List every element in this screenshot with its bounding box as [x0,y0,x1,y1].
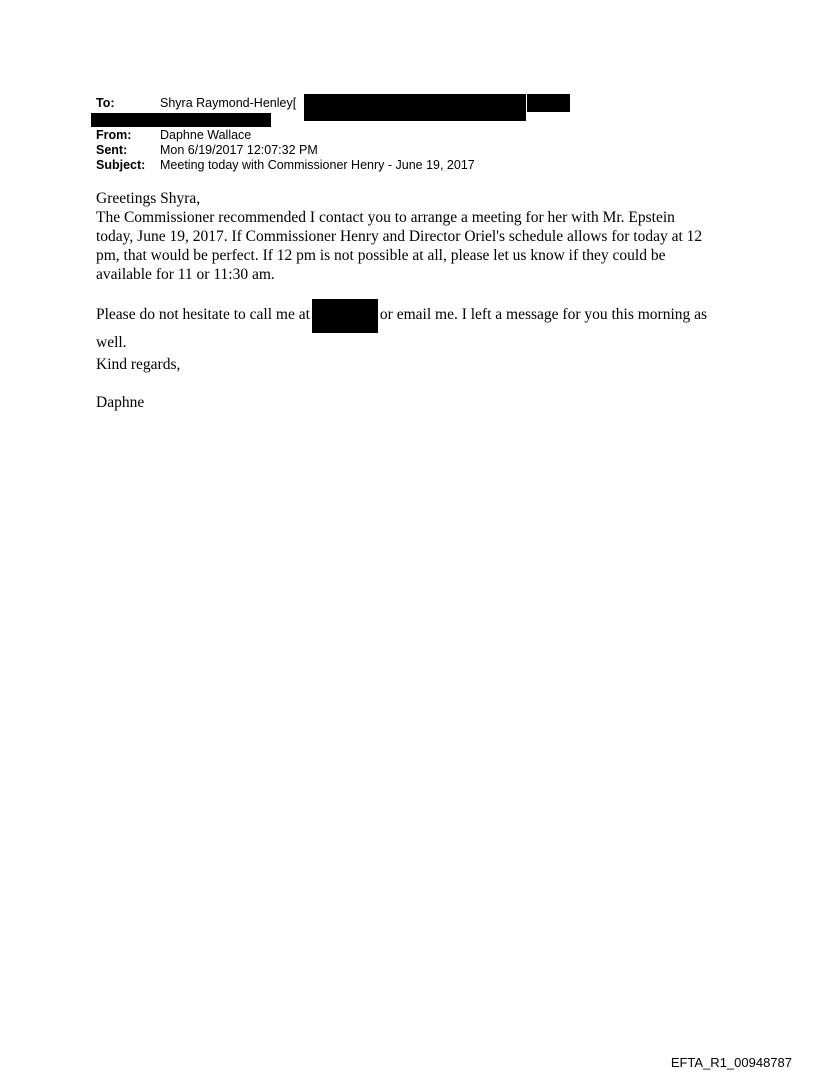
paragraph-2-before: Please do not hesitate to call me at [96,306,310,323]
subject-label: Subject: [96,158,146,172]
paragraph-2 [96,299,716,352]
subject-value: Meeting today with Commissioner Henry - June 19, 2017 [160,158,475,172]
signature: Daphne [96,394,145,411]
paragraph-2-after: or email me. I left a message for you this morning as well. [96,306,708,351]
email-body [96,189,716,284]
from-label: From: [96,128,132,142]
redaction-to-extra [527,94,570,112]
document-id: EFTA_R1_00948787 [670,1055,792,1070]
redaction-to-address [304,94,526,121]
to-value: Shyra Raymond-Henley[ [160,96,297,110]
greeting: Greetings Shyra, [96,190,201,207]
redaction-to-line2 [91,113,271,127]
sent-label: Sent: [96,143,128,157]
closing: Kind regards, [96,356,181,373]
sent-value: Mon 6/19/2017 12:07:32 PM [160,143,318,157]
paragraph-1: The Commissioner recommended I contact you to arrange a meeting for her with Mr. Epstein today, June 19, 2017. If Commissioner Henry and Director Oriel's schedule allows for today at 12 pm, that would be perfect. If 12 pm is not possible at all, please let us know if they could be available for 11 or 11:30 am. [96,209,703,283]
from-value: Daphne Wallace [160,128,252,142]
to-label: To: [96,96,115,110]
redaction-phone [312,299,378,333]
